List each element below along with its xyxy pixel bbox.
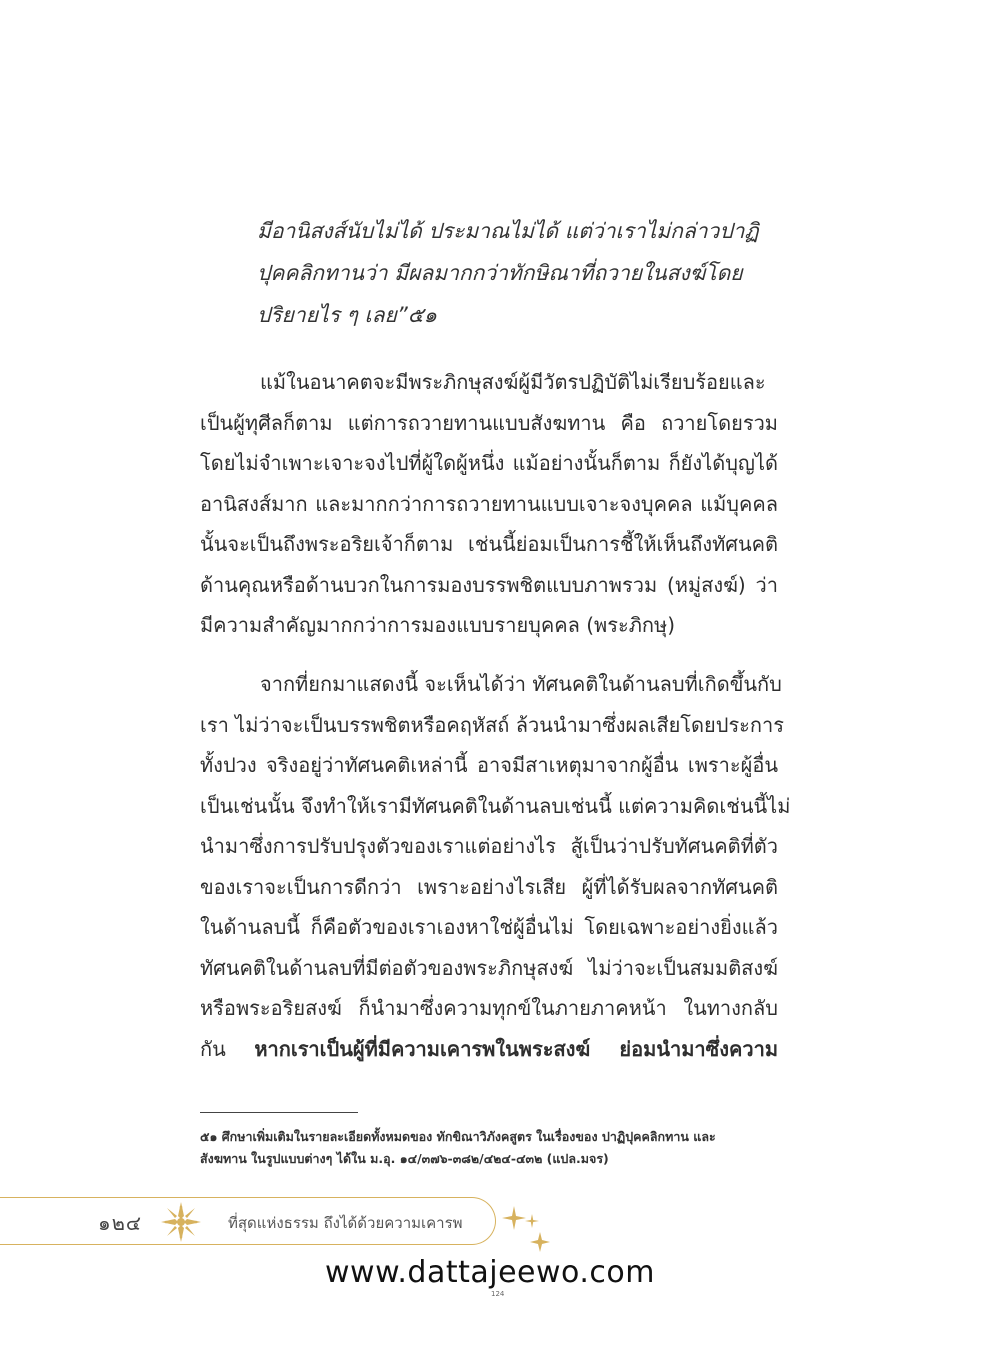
paragraph-line: เป็นผู้ทุศีลก็ตาม แต่การถวายทานแบบสังฆทาน คือ ถวายโดยรวม: [200, 410, 778, 435]
footnote: [200, 1126, 780, 1170]
paragraph-line: โดยไม่จำเพาะเจาะจงไปที่ผู้ใดผู้หนึ่ง แม้อย่างนั้นก็ตาม ก็ยังได้บุญได้: [200, 451, 778, 475]
paragraph-line: ทั้งปวง จริงอยู่ว่าทัศนคติเหล่านี้ อาจมีสาเหตุมาจากผู้อื่น เพราะผู้อื่น: [200, 753, 778, 777]
paragraph-line: นำมาซึ่งการปรับปรุงตัวของเราแต่อย่างไร สู้เป็นว่าปรับทัศนคติที่ตัว: [200, 834, 778, 858]
paragraph-line: มีความสำคัญมากกว่าการมองแบบรายบุคคล (พระภิกษุ): [200, 613, 675, 637]
paragraph-line: อานิสงส์มาก และมากกว่าการถวายทานแบบเจาะจงบุคคล แม้บุคคล: [200, 491, 778, 516]
quote-line: ปริยายไร ๆ เลย”๕๑: [257, 303, 437, 327]
paragraph-line: ในด้านลบนี้ ก็คือตัวของเราเองหาใช่ผู้อื่นไม่ โดยเฉพาะอย่างยิ่งแล้ว: [200, 915, 778, 939]
page-number: ๑๒๔: [98, 1211, 143, 1235]
paragraph-line: หรือพระอริยสงฆ์ ก็นำมาซึ่งความทุกข์ในภายภาคหน้า ในทางกลับ: [200, 996, 778, 1020]
paragraph-line: ทัศนคติในด้านลบที่มีต่อตัวของพระภิกษุสงฆ์ ไม่ว่าจะเป็นสมมติสงฆ์: [200, 955, 778, 980]
sparkle-ornament-icon: [500, 1204, 550, 1254]
body-paragraph-1: [200, 362, 778, 646]
website-url: www.dattajeewo.com: [325, 1255, 655, 1290]
quote-line: มีอานิสงส์นับไม่ได้ ประมาณไม่ได้ แต่ว่าเราไม่กล่าวปาฏิ: [257, 219, 759, 243]
bold-emphasis-text: หากเราเป็นผู้ที่มีความเคารพในพระสงฆ์ ย่อมนำมาซึ่งความ: [254, 1036, 779, 1061]
paragraph-line: เป็นเช่นนั้น จึงทำให้เรามีทัศนคติในด้านลบเช่นนี้ แต่ความคิดเช่นนี้ไม่: [200, 793, 791, 818]
paragraph-last-line: [200, 1029, 778, 1070]
paragraph-line: แม้ในอนาคตจะมีพระภิกษุสงฆ์ผู้มีวัตรปฏิบัติไม่เรียบร้อยและ: [260, 370, 766, 394]
paragraph-line: นั้นจะเป็นถึงพระอริยเจ้าก็ตาม เช่นนี้ย่อมเป็นการชี้ให้เห็นถึงทัศนคติ: [200, 532, 778, 556]
small-page-number: 124: [491, 1290, 505, 1298]
paragraph-line: จากที่ยกมาแสดงนี้ จะเห็นได้ว่า ทัศนคติในด้านลบที่เกิดขึ้นกับ: [260, 672, 782, 696]
paragraph-line: ของเราจะเป็นการดีกว่า เพราะอย่างไรเสีย ผู้ที่ได้รับผลจากทัศนคติ: [200, 874, 778, 899]
footer-book-title: ที่สุดแห่งธรรม ถึงได้ด้วยความเคารพ: [228, 1214, 463, 1232]
paragraph-line: ด้านคุณหรือด้านบวกในการมองบรรพชิตแบบภาพรวม (หมู่สงฆ์) ว่า: [200, 572, 778, 597]
paragraph-line: เรา ไม่ว่าจะเป็นบรรพชิตหรือคฤหัสถ์ ล้วนนำมาซึ่งผลเสียโดยประการ: [200, 712, 785, 737]
footnote-line: ๕๑ ศึกษาเพิ่มเติมในรายละเอียดทั้งหมดของ ทักขิณาวิภังคสูตร ในเรื่องของ ปาฏิปุคคลิกทาน และ: [200, 1129, 716, 1144]
body-paragraph-2: [200, 664, 791, 1069]
footnote-divider: [200, 1112, 358, 1113]
flower-ornament-icon: [157, 1198, 205, 1246]
quote-block: [257, 210, 777, 336]
footnote-line: สังฆทาน ในรูปแบบต่างๆ ได้ใน ม.อุ. ๑๔/๓๗๖-๓๘๒/๔๒๔-๔๓๒ (แปล.มจร): [200, 1151, 609, 1166]
last-line-prefix: กัน: [200, 1036, 255, 1061]
quote-line: ปุคคลิกทานว่า มีผลมากกว่าทักษิณาที่ถวายในสงฆ์โดย: [257, 261, 743, 285]
